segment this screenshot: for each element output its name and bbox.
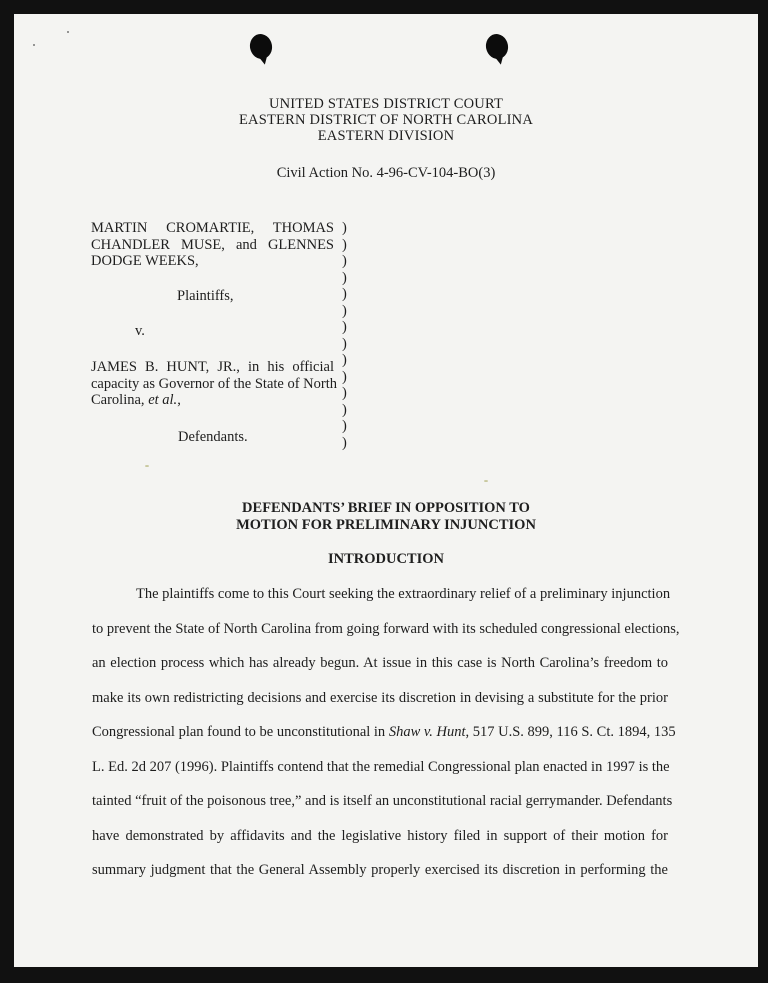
scan-speck: [67, 31, 69, 33]
scan-speck: [145, 465, 149, 467]
body-line: summary judgment that the General Assembly properly exercised its discretion in performing the: [92, 862, 668, 878]
versus-label: v.: [135, 323, 145, 339]
punch-hole-left: [248, 32, 275, 61]
section-heading: INTRODUCTION: [327, 551, 444, 567]
body-line: tainted “fruit of the poisonous tree,” and is itself an unconstitutional racial gerrymander. Defendants: [92, 793, 673, 809]
defendants-line: JAMES B. HUNT, JR., in his official: [91, 359, 334, 375]
plaintiffs-line: DODGE WEEKS,: [91, 253, 199, 269]
court-name: UNITED STATES DISTRICT COURT: [268, 96, 504, 112]
body-line: have demonstrated by affidavits and the legislative history filed in support of their motion for: [92, 827, 668, 844]
body-line: The plaintiffs come to this Court seeking the extraordinary relief of a preliminary injunction: [136, 586, 671, 602]
case-citation: Shaw v. Hunt: [388, 724, 466, 740]
caption-parentheses: ) ) ) ) ) ) ) ) ) ) ) ) ) ): [342, 220, 347, 451]
court-caption: [14, 96, 758, 144]
et-al: et al.: [148, 392, 178, 408]
court-district: EASTERN DISTRICT OF NORTH CAROLINA: [238, 112, 534, 128]
body-line: Congressional plan found to be unconstitutional in Shaw v. Hunt, 517 U.S. 899, 116 S. Ct. 1894, 135: [92, 724, 676, 740]
defendants-line: capacity as Governor of the State of North: [91, 375, 338, 392]
plaintiffs-block: [91, 220, 334, 270]
defendants-block: [91, 359, 338, 409]
scan-speck: [484, 480, 488, 482]
civil-action-number: Civil Action No. 4-96-CV-104-BO(3): [276, 165, 496, 181]
document-page: [14, 14, 758, 967]
body-line: make its own redistricting decisions and exercise its discretion in devising a substitute for the prior: [92, 689, 668, 706]
court-division: EASTERN DIVISION: [317, 128, 455, 144]
plaintiffs-line: CHANDLER MUSE, and GLENNES: [91, 236, 334, 253]
plaintiffs-role: Plaintiffs,: [177, 288, 234, 304]
defendants-line: Carolina, et al.,: [91, 392, 181, 408]
body-line: to prevent the State of North Carolina from going forward with its scheduled congressional elections,: [92, 620, 680, 637]
punch-hole-right: [484, 32, 511, 61]
plaintiffs-line: MARTIN CROMARTIE, THOMAS: [91, 220, 334, 236]
brief-title: DEFENDANTS’ BRIEF IN OPPOSITION TO MOTION FOR PRELIMINARY INJUNCTION: [236, 500, 536, 533]
defendants-role: Defendants.: [178, 429, 248, 445]
scan-speck: [33, 44, 35, 46]
introduction-body: [92, 577, 680, 888]
body-line: L. Ed. 2d 207 (1996). Plaintiffs contend that the remedial Congressional plan enacted in 1997 is the: [92, 758, 670, 775]
body-line: an election process which has already begun. At issue in this case is North Carolina’s freedom to: [92, 655, 668, 671]
